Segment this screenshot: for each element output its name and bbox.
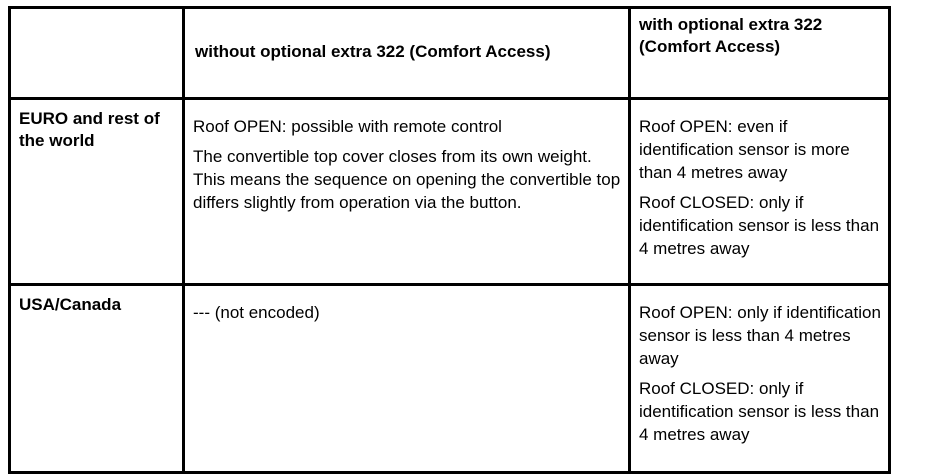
row-label-euro: EURO and rest of the world [10,99,184,285]
comfort-access-table [8,6,891,474]
cell-usa-without [184,285,630,473]
usa-without-not-encoded: --- (not encoded) [193,303,320,322]
header-cell-with-option: with optional extra 322 (Comfort Access) [630,8,890,99]
cell-usa-with [630,285,890,473]
cell-euro-without [184,99,630,285]
euro-with-roof-open: Roof OPEN: even if identification sensor is more than 4 metres away [639,117,850,182]
usa-with-roof-closed: Roof CLOSED: only if identification sensor is less than 4 metres away [639,379,880,444]
table-row-usa [10,285,890,473]
row-label-usa: USA/Canada [10,285,184,473]
euro-without-roof-open: Roof OPEN: possible with remote control [193,117,502,136]
table-header-row [10,8,890,99]
euro-with-roof-closed: Roof CLOSED: only if identification sensor is less than 4 metres away [639,193,880,258]
cell-euro-with [630,99,890,285]
header-cell-empty [10,8,184,99]
usa-with-roof-open: Roof OPEN: only if identification sensor is less than 4 metres away [639,303,881,368]
euro-without-cover-note: The convertible top cover closes from its own weight. This means the sequence on opening the convertible top differs slightly from operation via the button. [193,147,621,212]
table-row-euro [10,99,890,285]
header-cell-without-option: without optional extra 322 (Comfort Access) [184,8,630,99]
